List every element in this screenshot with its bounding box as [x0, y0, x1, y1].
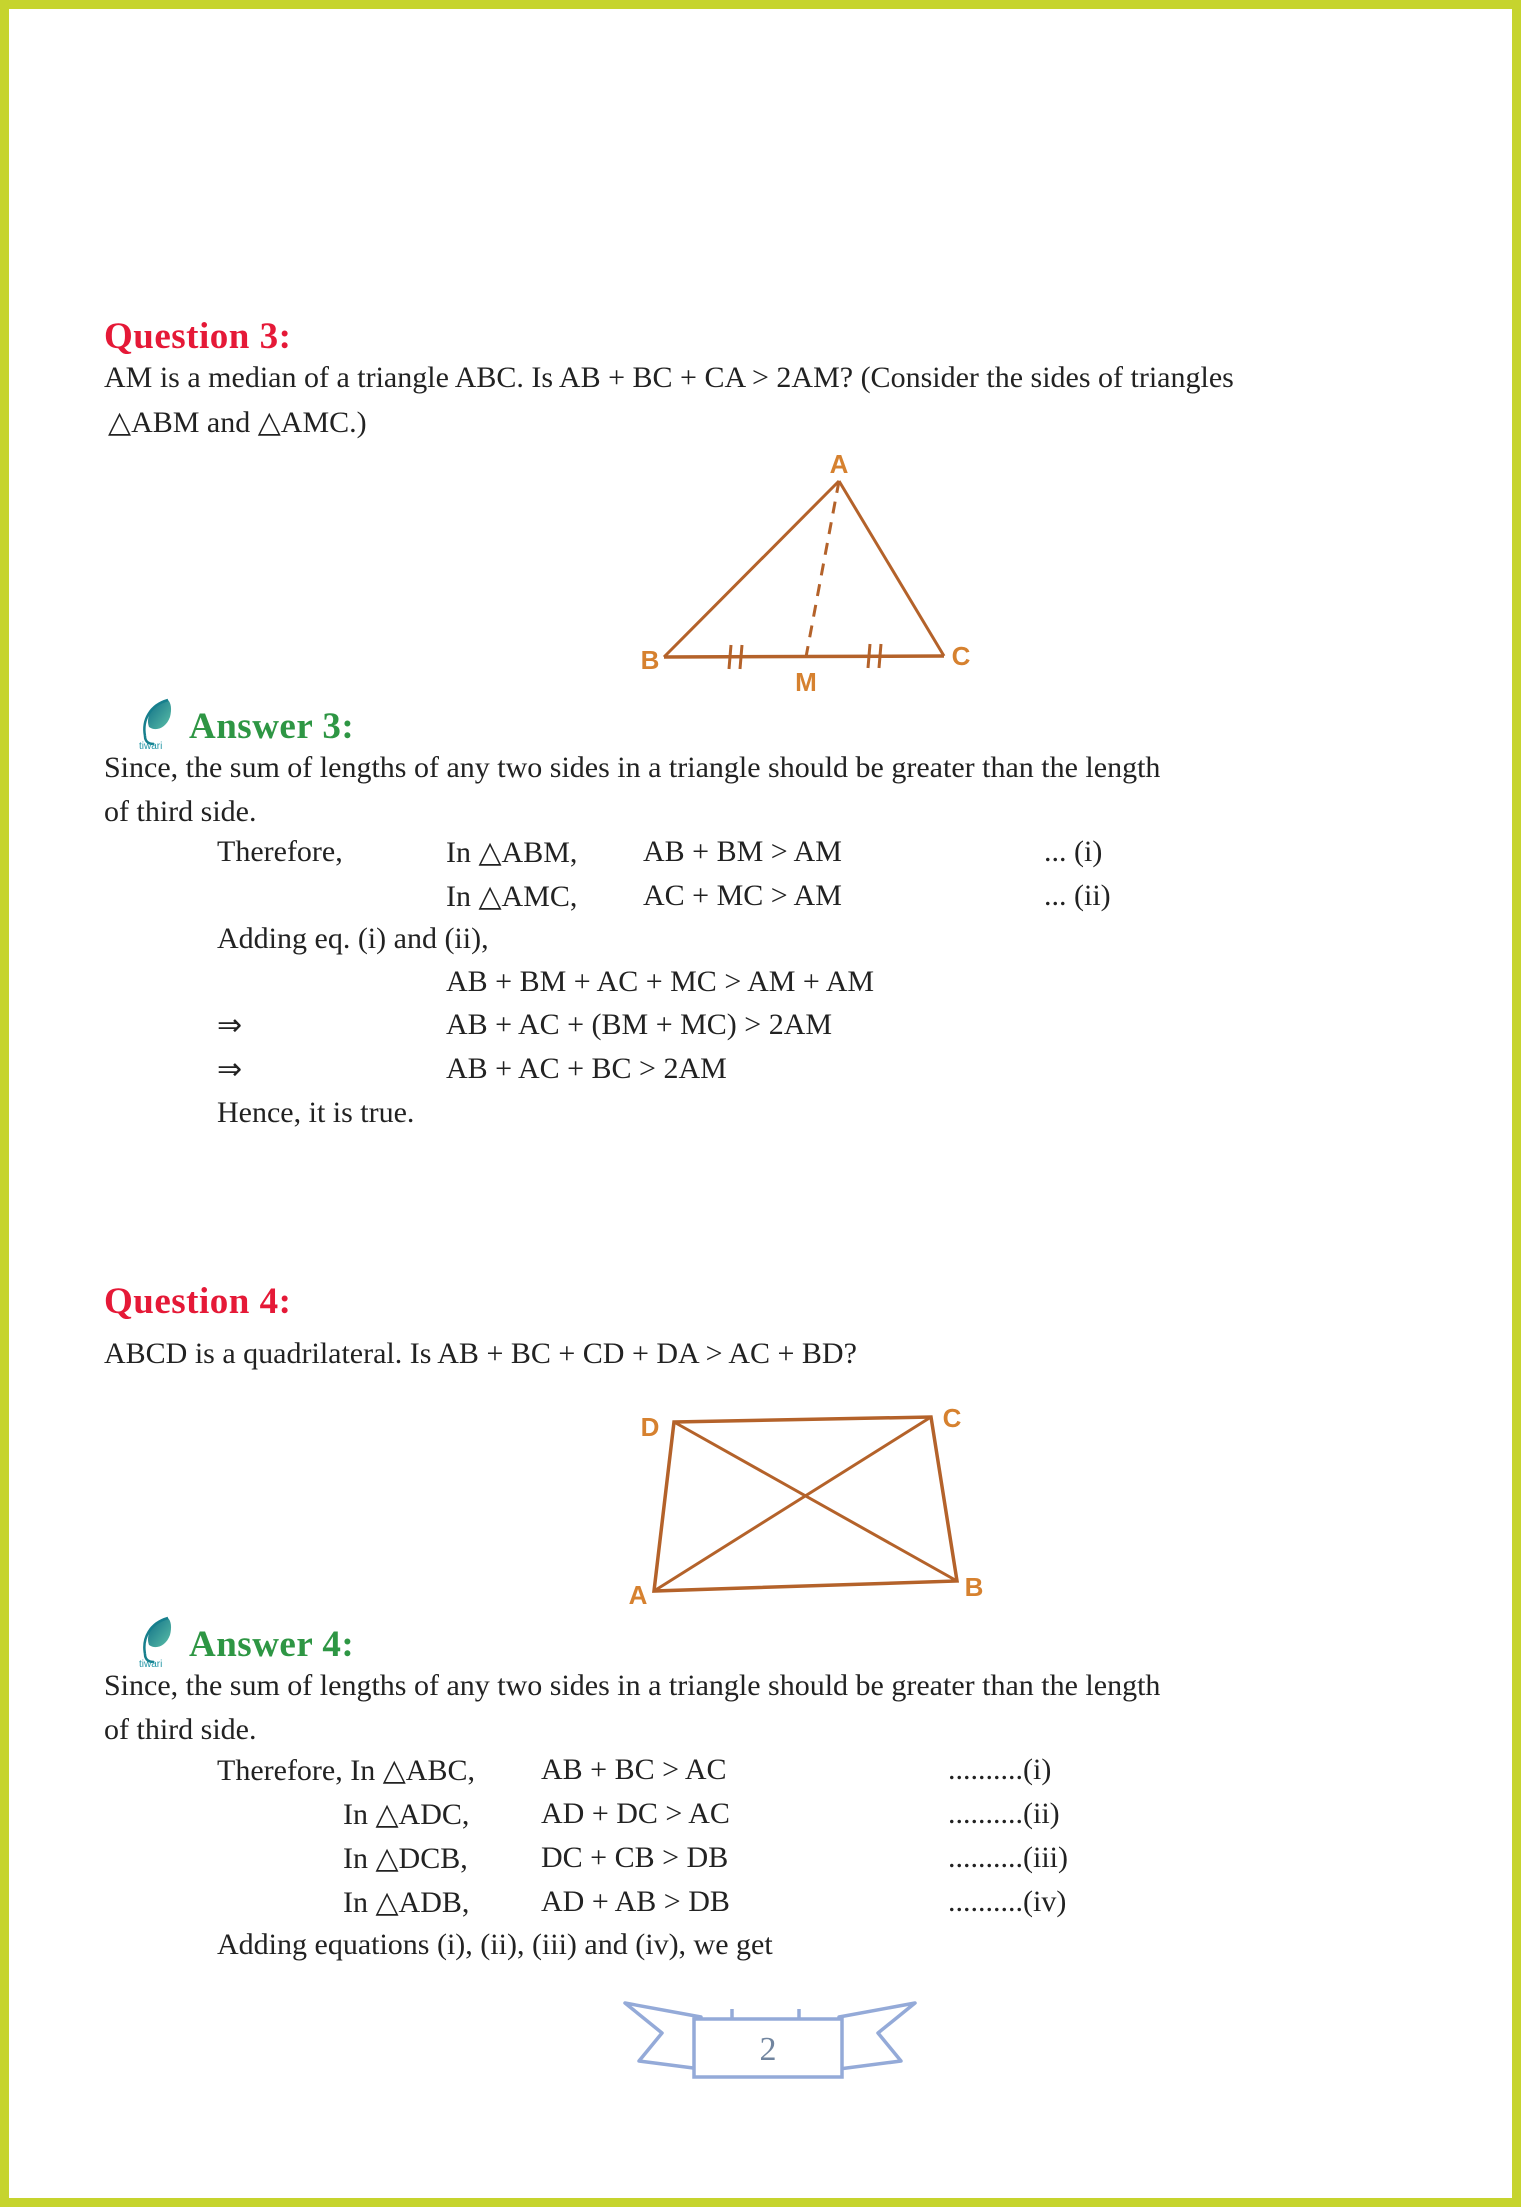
quadrilateral-outline	[654, 1417, 957, 1591]
eq-formula: AB + AC + (BM + MC) > 2AM	[446, 1008, 833, 1041]
eq-formula: AD + DC > AC	[541, 1797, 730, 1830]
midpoint-label-m: M	[795, 667, 817, 697]
eq-ref: ..........(i)	[948, 1753, 1052, 1786]
vertex-label-b: B	[640, 645, 660, 675]
eq-label: In △ADC,	[343, 1798, 470, 1831]
eq-ref: ..........(ii)	[948, 1797, 1060, 1830]
answer4-adding-line	[9, 1928, 1512, 1972]
eq-formula: AB + BC > AC	[541, 1753, 727, 1786]
tiwari-leaf-icon	[135, 695, 181, 751]
vertex-label-b: B	[964, 1572, 984, 1602]
eq-formula: AB + BM > AM	[643, 835, 842, 868]
eq-formula: AB + AC + BC > 2AM	[446, 1052, 727, 1085]
question3-text-line2: △ABM and △AMC.)	[108, 406, 367, 439]
answer4-heading: Answer 4:	[189, 1624, 355, 1665]
eq-ref: ..........(iv)	[948, 1885, 1067, 1918]
page-number: 2	[759, 2031, 777, 2068]
adding-text: Adding equations (i), (ii), (iii) and (iv), we get	[217, 1928, 773, 1961]
ribbon-right-tail	[839, 2003, 915, 2069]
question3-heading: Question 3:	[104, 316, 292, 357]
conclusion-text: Hence, it is true.	[217, 1096, 415, 1129]
diagonal-db	[674, 1422, 957, 1581]
vertex-label-c: C	[942, 1403, 962, 1433]
answer4-equation-row-4	[9, 1885, 1512, 1929]
eq-formula: AC + MC > AM	[643, 879, 842, 912]
adding-text: Adding eq. (i) and (ii),	[217, 922, 489, 955]
answer4-intro-line2: of third side.	[104, 1713, 257, 1746]
eq-ref: ... (i)	[1044, 835, 1103, 868]
vertex-label-a: A	[628, 1580, 648, 1610]
eq-triangle: In △ABM,	[446, 836, 578, 869]
answer4-equation-row-2	[9, 1797, 1512, 1841]
implies-arrow: ⇒	[217, 1008, 243, 1043]
eq-triangle: In △AMC,	[446, 880, 578, 913]
answer3-implication-1	[9, 1008, 1512, 1052]
sum-formula: AB + BM + AC + MC > AM + AM	[446, 965, 875, 998]
implies-arrow: ⇒	[217, 1052, 243, 1087]
eq-ref: ... (ii)	[1044, 879, 1111, 912]
answer3-equation-row-2	[9, 879, 1512, 923]
ribbon-left-tail	[625, 2003, 701, 2069]
eq-label: In △ADB,	[343, 1886, 470, 1919]
answer3-heading: Answer 3:	[189, 706, 355, 747]
eq-label: In △DCB,	[343, 1842, 468, 1875]
eq-ref: ..........(iii)	[948, 1841, 1068, 1874]
tiwari-logo-text: tiwari	[139, 741, 163, 751]
answer3-intro-line1: Since, the sum of lengths of any two sides in a triangle should be greater than the length	[104, 751, 1161, 784]
answer4-equation-row-3	[9, 1841, 1512, 1885]
vertex-label-c: C	[951, 641, 971, 671]
eq-label: Therefore,	[217, 835, 343, 868]
answer3-implication-2	[9, 1052, 1512, 1096]
vertex-label-d: D	[640, 1412, 660, 1442]
eq-label: Therefore, In △ABC,	[217, 1754, 475, 1787]
triangle-abm-amc-figure	[624, 439, 984, 709]
question4-heading: Question 4:	[104, 1281, 292, 1322]
answer3-adding-line	[9, 922, 1512, 966]
answer3-intro-line2: of third side.	[104, 795, 257, 828]
answer4-equation-row-1	[9, 1753, 1512, 1797]
eq-formula: DC + CB > DB	[541, 1841, 729, 1874]
answer3-equation-row-1	[9, 835, 1512, 879]
tiwari-leaf-icon	[135, 1613, 181, 1669]
tiwari-logo-text: tiwari	[139, 1659, 163, 1669]
vertex-label-a: A	[829, 449, 849, 479]
answer3-sum-line	[9, 965, 1512, 1009]
question3-text-line1: AM is a median of a triangle ABC. Is AB + BC + CA > 2AM? (Consider the sides of triangles	[104, 361, 1234, 394]
question4-text-line1: ABCD is a quadrilateral. Is AB + BC + CD + DA > AC + BD?	[104, 1337, 857, 1370]
answer3-conclusion	[9, 1096, 1512, 1140]
answer4-intro-line1: Since, the sum of lengths of any two sides in a triangle should be greater than the length	[104, 1669, 1161, 1702]
diagonal-ac	[654, 1417, 931, 1591]
eq-formula: AD + AB > DB	[541, 1885, 730, 1918]
page-number-ribbon	[609, 1997, 931, 2089]
quadrilateral-abcd-figure	[614, 1394, 994, 1629]
